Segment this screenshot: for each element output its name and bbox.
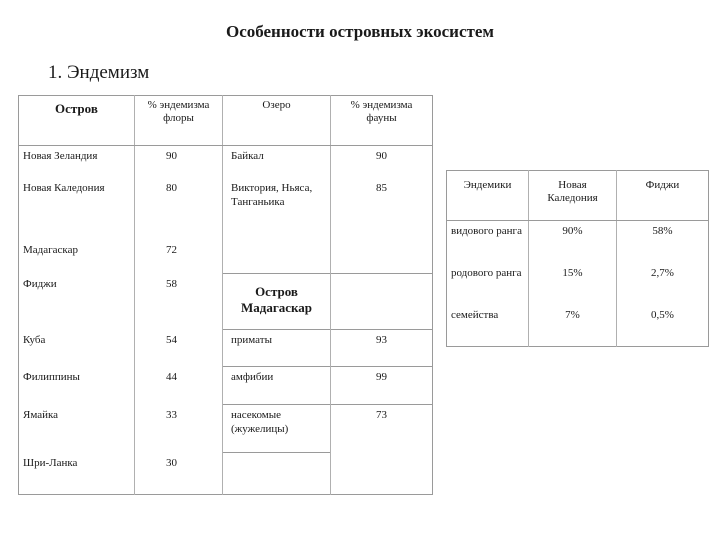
cell-flora: 58 <box>135 274 223 330</box>
cell-rank: семейства <box>451 308 499 321</box>
cell-island: Шри-Ланка <box>23 456 78 469</box>
cell-value: 7% <box>529 305 617 347</box>
endemics-rank-table <box>446 170 709 347</box>
cell-flora: 44 <box>135 367 223 405</box>
table-row <box>447 305 709 347</box>
section-heading: 1. Эндемизм <box>48 62 150 83</box>
cell-lake: Виктория, Ньяса, Танганьика <box>223 178 331 240</box>
cell-value: 0,5% <box>617 305 709 347</box>
cell-island: Куба <box>23 333 46 346</box>
table-row <box>19 405 433 453</box>
cell-group: приматы <box>223 330 331 367</box>
cell-flora: 54 <box>135 330 223 367</box>
table-row <box>19 178 433 240</box>
table-row <box>447 263 709 305</box>
header-endemics: Эндемики <box>447 171 529 221</box>
cell-rank: родового ранга <box>451 266 522 279</box>
cell-fauna: 99 <box>331 367 433 405</box>
cell-island: Мадагаскар <box>23 243 78 256</box>
cell-island: Филиппины <box>23 370 80 383</box>
cell-fauna <box>331 240 433 274</box>
table-row <box>19 146 433 178</box>
cell-value: 58% <box>617 221 709 263</box>
cell-value: 90% <box>529 221 617 263</box>
cell-group: насекомые (жужелицы) <box>223 405 331 453</box>
table-row <box>19 367 433 405</box>
cell-island: Новая Каледония <box>23 181 105 194</box>
cell-rank: видового ранга <box>451 225 522 237</box>
cell-flora: 80 <box>135 178 223 240</box>
cell-lake: Байкал <box>223 146 331 178</box>
header-island: Остров <box>19 96 135 146</box>
cell-flora: 30 <box>135 453 223 495</box>
subheader-madagascar: Остров Мадагаскар <box>223 274 331 330</box>
header-fauna: % эндемизма фауны <box>331 96 433 146</box>
header-lake: Озеро <box>223 96 331 146</box>
cell-fauna <box>331 274 433 330</box>
cell-island: Фиджи <box>23 277 57 290</box>
cell-fauna: 85 <box>331 178 433 240</box>
cell-fauna: 73 <box>331 405 433 453</box>
table-row <box>19 330 433 367</box>
header-flora: % эндемизма флоры <box>135 96 223 146</box>
cell-lake <box>223 240 331 274</box>
cell-group: амфибии <box>223 367 331 405</box>
header-fiji: Фиджи <box>617 171 709 221</box>
table-header-row <box>447 171 709 221</box>
cell-flora: 90 <box>135 146 223 178</box>
cell-flora: 72 <box>135 240 223 274</box>
table-header-row <box>19 96 433 146</box>
cell-island: Новая Зеландия <box>23 150 98 162</box>
cell-island: Ямайка <box>23 408 59 421</box>
cell-value: 2,7% <box>617 263 709 305</box>
cell-fauna: 90 <box>331 146 433 178</box>
cell-group <box>223 453 331 495</box>
header-new-caledonia: Новая Каледония <box>529 171 617 221</box>
table-row <box>19 274 433 330</box>
cell-fauna: 93 <box>331 330 433 367</box>
page-title: Особенности островных экосистем <box>225 22 495 41</box>
endemism-table <box>18 95 433 495</box>
cell-value: 15% <box>529 263 617 305</box>
table-row <box>19 453 433 495</box>
cell-flora: 33 <box>135 405 223 453</box>
table-row <box>19 240 433 274</box>
table-row <box>447 221 709 263</box>
cell-fauna <box>331 453 433 495</box>
